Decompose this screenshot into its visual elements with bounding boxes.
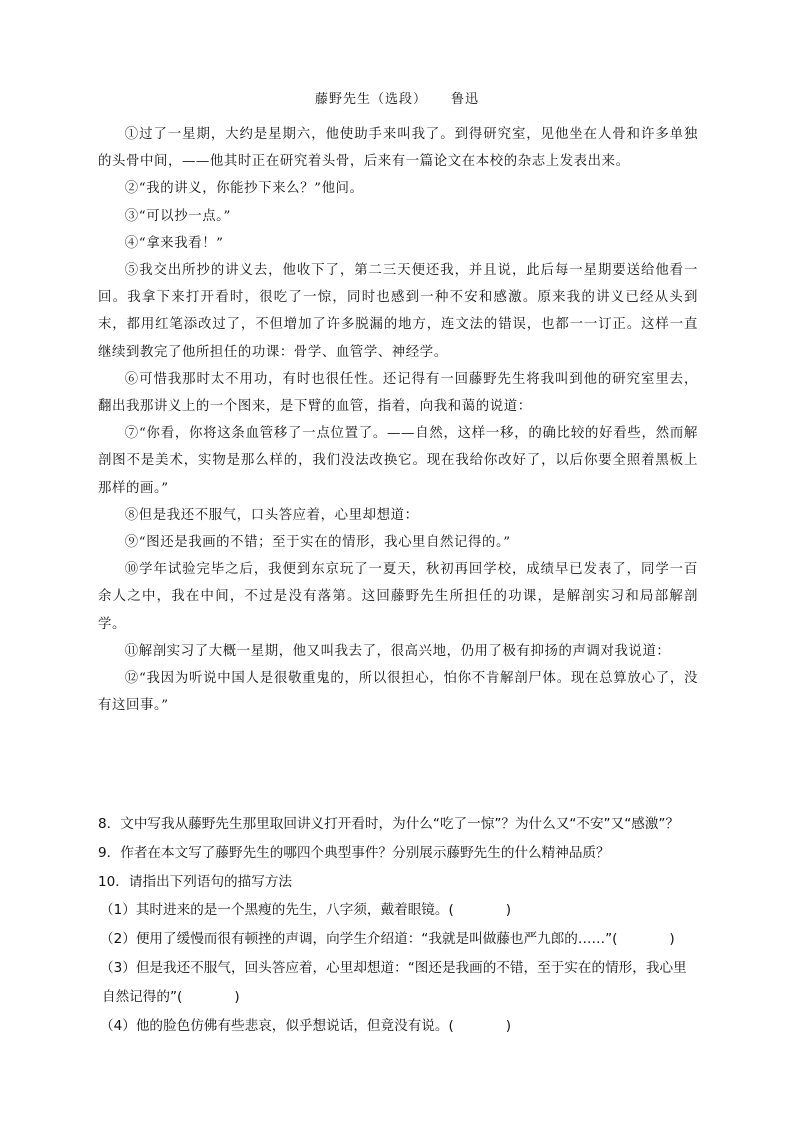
- sub-question-3-text: （3）但是我还不服气，回头答应着，心里却想道：“图还是我画的不错，至于实在的情形，我心里自然记得的”(: [100, 959, 687, 1005]
- question-section: [98, 810, 698, 1040]
- paragraph-11: ⑪解剖实习了大概一星期，他又叫我去了，很高兴地，仍用了极有抑扬的声调对我说道：: [124, 643, 671, 659]
- sub-question-1: [98, 896, 698, 925]
- question-9: 9．作者在本文写了藤野先生的哪四个典型事件？分别展示藤野先生的什么精神品质？: [98, 844, 610, 861]
- paragraph-5: ⑤我交出所抄的讲义去，他收下了，第二三天便还我，并且说，此后每一星期要送给他看一回。我拿下来打开看时，很吃了一惊，同时也感到一种不安和感激。原来我的讲义已经从头到末，都用红笔添改过了，不但增加了许多脱漏的地方，连文法的错误，也都一一订正。这样一直继续到教完了他所担任的功课：骨学、血管学、神经学。: [98, 263, 698, 360]
- sub-question-3-close: ): [234, 988, 240, 1005]
- paragraph-4: ④“拿来我看！”: [124, 235, 224, 251]
- paragraph-12: ⑫“我因为听说中国人是很敬重鬼的，所以很担心，怕你不肯解剖尸体。现在总算放心了，没有这回事。”: [98, 671, 698, 714]
- paragraph-9: ⑨“图还是我画的不错；至于实在的情形，我心里自然记得的。”: [124, 535, 511, 551]
- sub-question-2-close: ): [669, 931, 675, 948]
- paragraph-10: ⑩学年试验完毕之后，我便到东京玩了一夏天，秋初再回学校，成绩早已发表了，同学一百余人之中，我在中间，不过是没有落第。这回藤野先生所担任的功课，是解剖实习和局部解剖学。: [98, 562, 698, 632]
- passage-title: [0, 88, 794, 107]
- passage-body: [98, 121, 698, 719]
- title-text: 藤野先生（选段）: [314, 92, 427, 107]
- paragraph-1: ①过了一星期，大约是星期六，他使助手来叫我了。到得研究室，见他坐在人骨和许多单独的头骨中间，——他其时正在研究着头骨，后来有一篇论文在本校的杂志上发表出来。: [98, 127, 698, 170]
- sub-question-4-close: ): [505, 1017, 512, 1034]
- sub-question-1-text: （1）其时进来的是一个黑瘦的先生，八字须，戴着眼镜。(: [100, 902, 454, 919]
- sub-question-3: [98, 954, 698, 1012]
- question-10: 10．请指出下列语句的描写方法: [98, 873, 293, 890]
- question-8: 8．文中写我从藤野先生那里取回讲义打开看时，为什么“吃了一惊”？为什么又“不安”又“感激”？: [98, 816, 680, 832]
- paragraph-6: ⑥可惜我那时太不用功，有时也很任性。还记得有一回藤野先生将我叫到他的研究室里去，翻出我那讲义上的一个图来，是下臂的血管，指着，向我和蔼的说道：: [98, 371, 698, 415]
- sub-question-2-text: （2）便用了缓慢而很有顿挫的声调，向学生介绍道：“我就是叫做藤也严九郎的……”(: [100, 931, 618, 948]
- paragraph-2: ②“我的讲义，你能抄下来么？”他问。: [124, 181, 364, 197]
- paragraph-7: ⑦“你看，你将这条血管移了一点位置了。——自然，这样一移，的确比较的好看些，然而解剖图不是美术，实物是那么样的，我们没法改换它。现在我给你改好了，以后你要全照着黑板上那样的画。”: [98, 426, 698, 496]
- sub-question-2: [98, 925, 698, 954]
- author-name: 鲁迅: [451, 92, 480, 107]
- paragraph-8: ⑧但是我还不服气，口头答应着，心里却想道：: [124, 507, 419, 523]
- paragraph-3: ③“可以抄一点。”: [124, 208, 231, 224]
- sub-question-4: [98, 1012, 698, 1041]
- sub-question-4-text: （4）他的脸色仿佛有些悲哀，似乎想说话，但竟没有说。(: [100, 1017, 454, 1034]
- sub-question-1-close: ): [505, 902, 512, 919]
